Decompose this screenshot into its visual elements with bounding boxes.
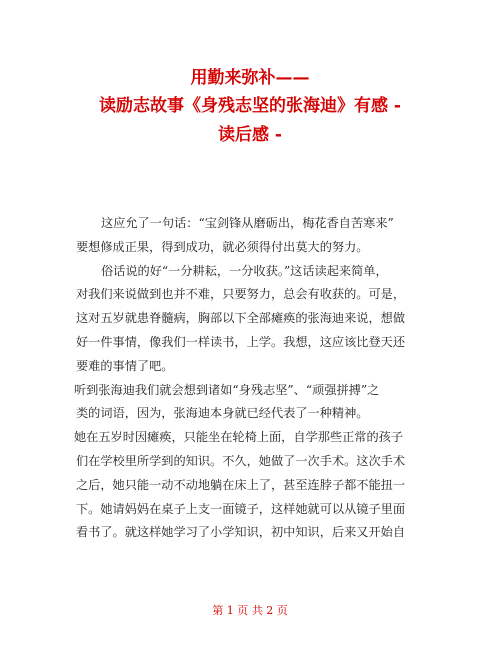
body-line: 这应允了一句话：“宝剑锋从磨砺出，梅花香自苦寒来” — [101, 216, 394, 230]
body-line: 之后，她只能一动不动地躺在床上了，甚至连脖子都不能扭一 — [76, 477, 406, 492]
body-line: 要难的事情了吧。 — [76, 358, 174, 373]
body-line: 听到张海迪我们就会想到诸如“身残志坚”、“顽强拼搏”之 — [74, 382, 380, 397]
body-line: 看书了。就这样她学习了小学知识，初中知识，后来又开始自 — [76, 525, 406, 540]
body-line: 们在学校里所学到的知识。不久，她做了一次手术。这次手术 — [76, 453, 406, 468]
body-line: 好一件事情，像我们一样读书，上学。我想，这应该比登天还 — [76, 334, 406, 349]
body-line: 下。她请妈妈在桌子上支一面镜子，这样她就可以从镜子里面 — [76, 501, 406, 516]
body-line: 俗话说的好“一分耕耘，一分收获。”这话读起来简单， — [101, 263, 388, 278]
body-text — [76, 212, 436, 545]
body-line: 类的词语，因为，张海迪本身就已经代表了一种精神。 — [76, 406, 369, 421]
body-line: 要想修成正果，得到成功，就必须得付出莫大的努力。 — [76, 239, 369, 254]
page-footer: 第 1 页 共 2 页 — [212, 604, 288, 617]
body-line: 对我们来说做到也并不难，只要努力，总会有收获的。可是， — [76, 287, 406, 302]
body-line: 这对五岁就患脊髓病，胸部以下全部瘫痪的张海迪来说，想做 — [76, 311, 406, 326]
body-line: 她在五岁时因瘫痪，只能坐在轮椅上面，自学那些正常的孩子 — [74, 430, 404, 445]
document-title-line-3: 读后感 - — [218, 125, 282, 145]
document-title-line-2: 读励志故事《身残志坚的张海迪》有感 - — [99, 96, 401, 116]
document-title-line-1: 用勤来弥补—— — [190, 68, 310, 88]
